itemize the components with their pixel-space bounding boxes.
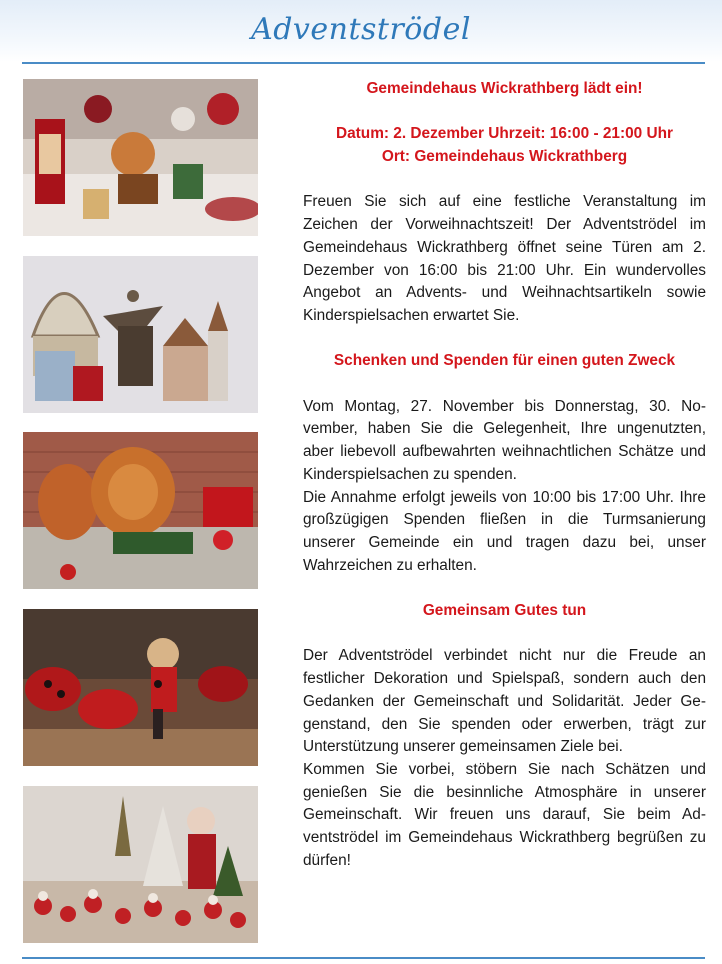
photo-santa-figures-collection — [23, 786, 258, 943]
invite-heading: Gemeindehaus Wickrathberg lädt ein! — [366, 80, 643, 97]
together-heading: Gemeinsam Gutes tun — [422, 602, 587, 620]
together-paragraph-1: Der Adventströdel verbindet nicht nur die Freude an festlicher Dekoration und Spielspaß, sondern auch den Gedanken der Gemeinschaft und Solidarität. Jeder Gegenstand, den Sie spenden oder erwerben, trägt zur Unterstützung unserer gemeinsamen Ziele bei. — [303, 647, 706, 756]
place-line: Ort: Gemeindehaus Wickrathberg — [381, 148, 628, 166]
top-divider — [22, 62, 705, 64]
photo-ladybug-figures — [23, 609, 258, 766]
bottom-divider — [22, 957, 705, 959]
article-column — [303, 78, 706, 873]
intro-paragraph: Freuen Sie sich auf eine festliche Veranstaltung im Zeichen der Vorweihnachtszeit! Der Adventströdel im Gemeindehaus Wickrathberg öffnet seine Türen am 2. Dezember von 16:00 bis 21:00 Uhr. Ein wundervolles Angebot an Advents- und Weihnachtsartikeln sowie Kinderspielsachen erwartet Sie. — [303, 193, 706, 324]
together-paragraph-2: Kommen Sie vorbei, stöbern Sie nach Schätzen und genießen Sie die besinnliche Atmosphäre in unserer Gemeinschaft. Wir freuen uns darauf, Sie beim Adventströdel im Gemeindehaus Wickrathberg begrüßen zu dürfen! — [303, 761, 706, 869]
photo-candle-arch-and-houses — [23, 256, 258, 413]
page-title: Adventströdel — [251, 12, 471, 47]
photo-wood-slices-and-figures — [23, 432, 258, 589]
donate-heading: Schenken und Spenden für einen guten Zweck — [333, 352, 676, 370]
date-line: Datum: 2. Dezember Uhrzeit: 16:00 - 21:00 Uhr — [336, 125, 673, 143]
donate-paragraph-1: Vom Montag, 27. November bis Donnerstag, 30. November, haben Sie die Gelegenheit, Ihre ungenutzten, aber liebevoll aufbewahrten weihnachtlichen Schätze und Kinderspielsachen zu spenden. — [303, 397, 706, 483]
photo-christmas-decorations-table — [23, 79, 258, 236]
donate-paragraph-2: Die Annahme erfolgt jeweils von 10:00 bis 17:00 Uhr. Ihre großzügigen Spenden fließen in die Turmsanierung unserer Gemeinde ein und tragen dazu bei, unser Wahrzeichen zu erhalten. — [303, 488, 706, 574]
